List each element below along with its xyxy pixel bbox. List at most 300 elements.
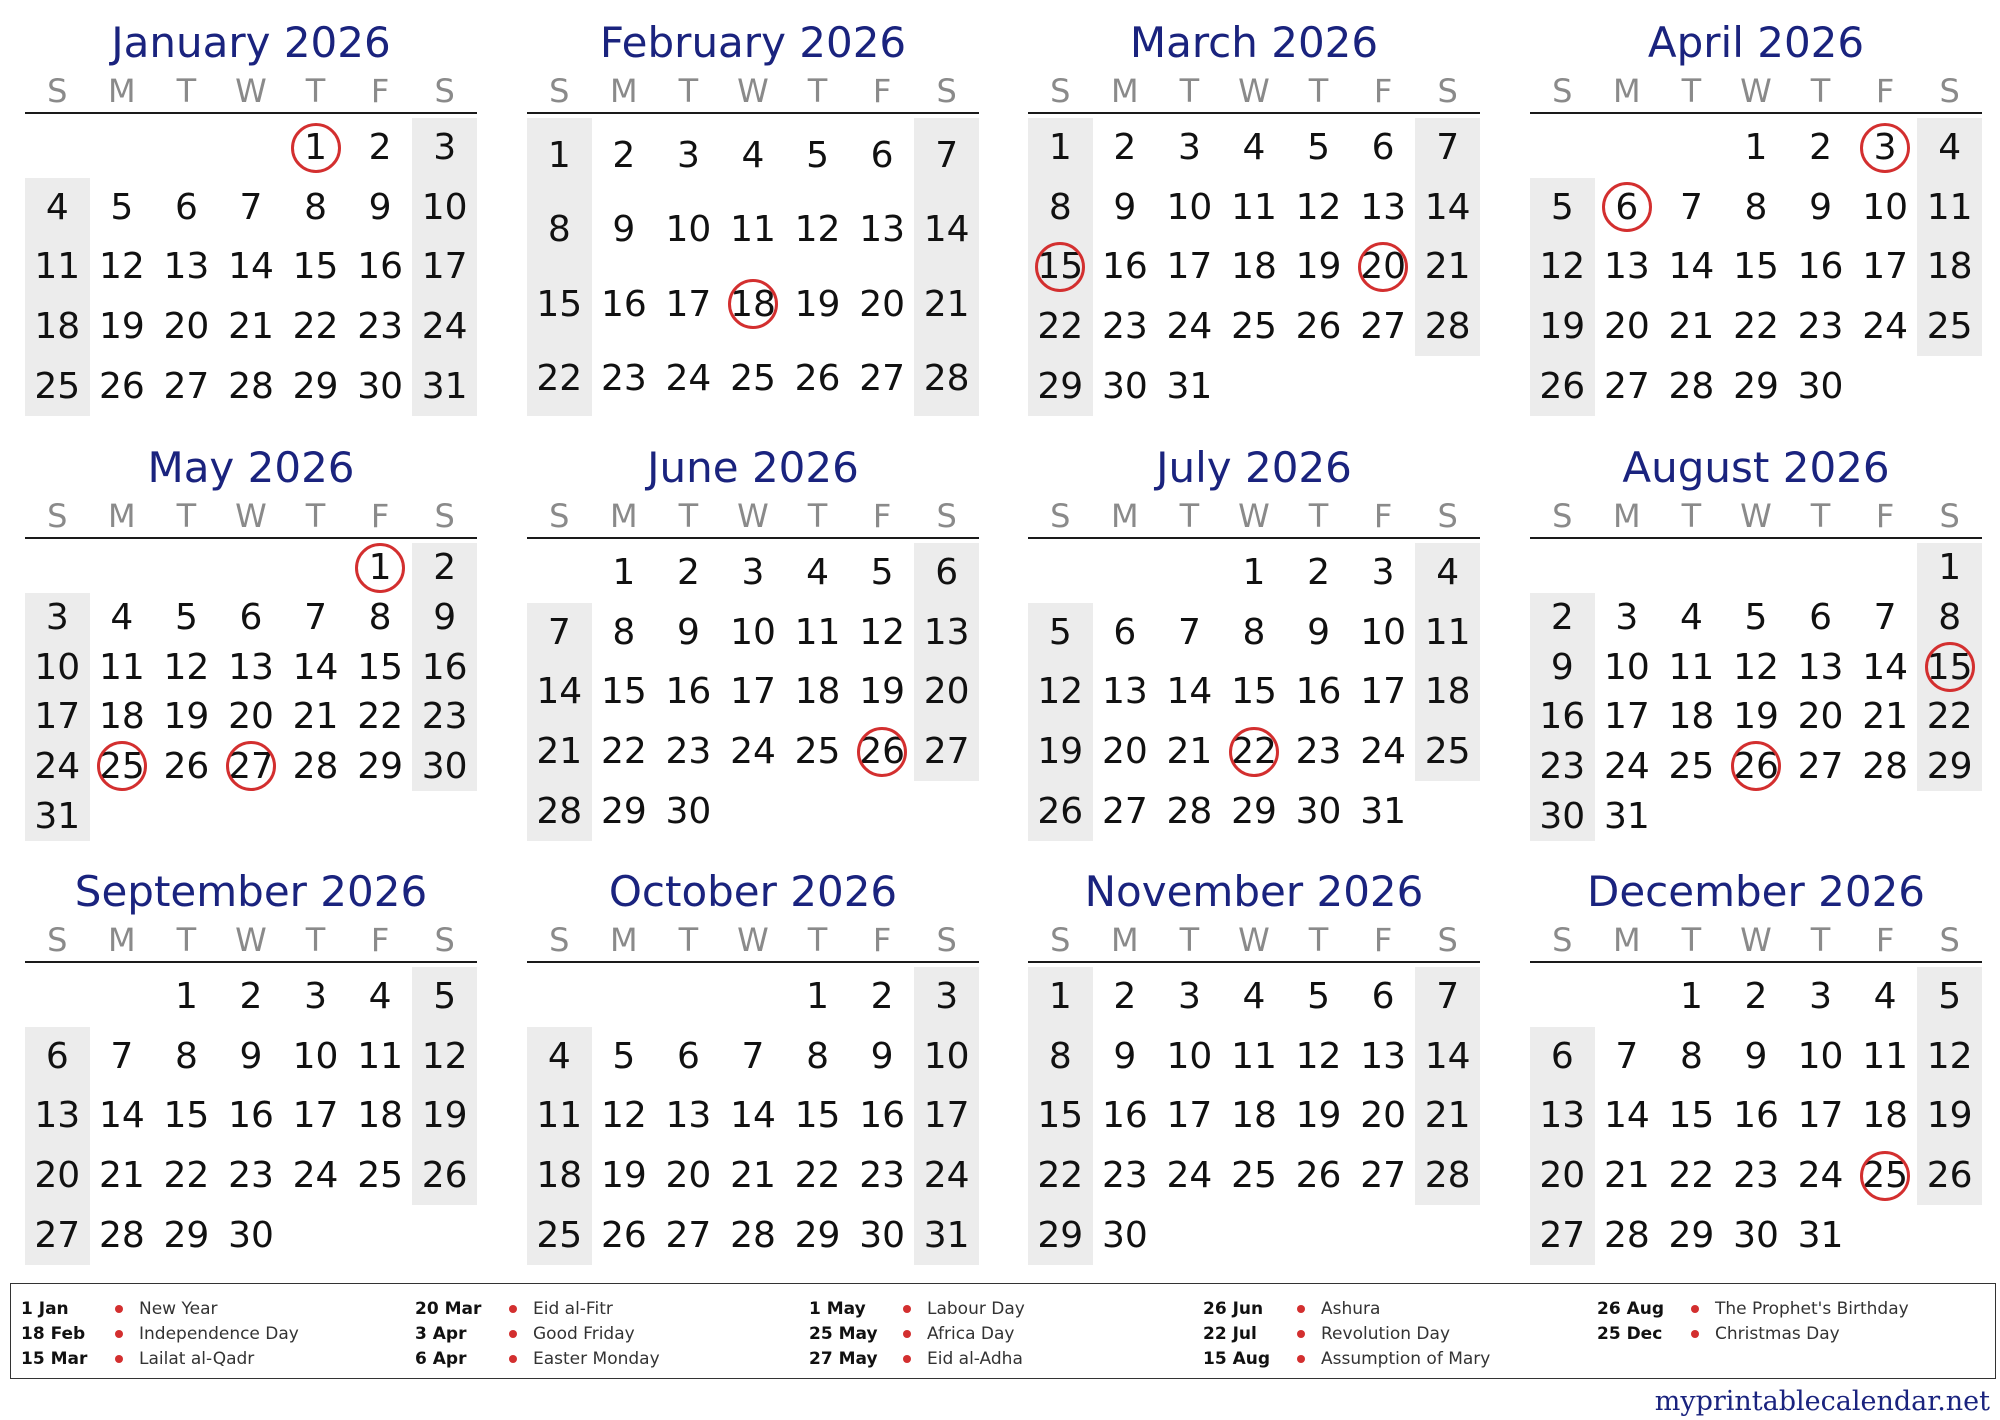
day-cell[interactable]: 8: [368, 596, 392, 638]
day-cell[interactable]: 5: [1048, 611, 1072, 653]
day-cell[interactable]: 31: [1797, 1214, 1844, 1256]
day-cell[interactable]: 10: [730, 611, 776, 653]
day-cell[interactable]: 23: [1101, 306, 1148, 348]
day-cell[interactable]: 31: [1603, 795, 1650, 837]
day-cell[interactable]: 29: [600, 790, 647, 832]
day-cell[interactable]: 30: [1539, 795, 1586, 837]
day-cell[interactable]: 9: [1113, 1035, 1137, 1077]
day-cell[interactable]: 27: [1539, 1214, 1586, 1256]
day-cell[interactable]: 5: [110, 186, 134, 228]
day-cell[interactable]: 1: [1048, 976, 1072, 1018]
day-cell[interactable]: 3: [304, 976, 327, 1018]
holiday-day[interactable]: 15: [1917, 642, 1982, 692]
day-cell[interactable]: 7: [1873, 596, 1897, 638]
day-cell[interactable]: 18: [1926, 246, 1973, 288]
day-cell[interactable]: 28: [1166, 790, 1213, 832]
day-cell[interactable]: 6: [1550, 1035, 1574, 1077]
day-cell[interactable]: 23: [228, 1155, 274, 1197]
day-cell[interactable]: 4: [1242, 976, 1266, 1018]
day-cell[interactable]: 5: [174, 596, 198, 638]
day-cell[interactable]: 9: [1809, 186, 1832, 228]
day-cell[interactable]: 12: [794, 209, 841, 251]
day-cell[interactable]: 20: [923, 671, 970, 713]
day-cell[interactable]: 24: [1360, 731, 1406, 773]
holiday-day[interactable]: 18: [721, 267, 786, 342]
holiday-day[interactable]: 25: [90, 742, 155, 792]
day-cell[interactable]: 14: [923, 209, 970, 251]
day-cell[interactable]: 1: [174, 976, 198, 1018]
day-cell[interactable]: 16: [1295, 671, 1342, 713]
day-cell[interactable]: 10: [1166, 186, 1213, 228]
day-cell[interactable]: 22: [794, 1155, 841, 1197]
day-cell[interactable]: 7: [239, 186, 263, 228]
day-cell[interactable]: 15: [536, 283, 583, 325]
day-cell[interactable]: 20: [1539, 1155, 1586, 1197]
day-cell[interactable]: 25: [536, 1214, 583, 1256]
day-cell[interactable]: 21: [1862, 696, 1908, 738]
day-cell[interactable]: 15: [163, 1095, 210, 1137]
day-cell[interactable]: 19: [1926, 1095, 1973, 1137]
day-cell[interactable]: 24: [34, 745, 81, 787]
day-cell[interactable]: 2: [1744, 976, 1768, 1018]
day-cell[interactable]: 16: [1733, 1095, 1779, 1137]
day-cell[interactable]: 26: [1539, 365, 1586, 407]
day-cell[interactable]: 31: [421, 365, 468, 407]
day-cell[interactable]: 17: [923, 1095, 970, 1137]
day-cell[interactable]: 20: [1797, 696, 1844, 738]
day-cell[interactable]: 11: [357, 1035, 403, 1077]
day-cell[interactable]: 17: [421, 246, 468, 288]
day-cell[interactable]: 7: [1615, 1035, 1639, 1077]
day-cell[interactable]: 5: [1307, 127, 1330, 169]
day-cell[interactable]: 14: [1424, 186, 1471, 228]
day-cell[interactable]: 18: [1424, 671, 1471, 713]
day-cell[interactable]: 20: [665, 1155, 712, 1197]
day-cell[interactable]: 9: [676, 611, 700, 653]
day-cell[interactable]: 27: [923, 731, 970, 773]
day-cell[interactable]: 2: [612, 134, 636, 176]
day-cell[interactable]: 3: [1809, 976, 1832, 1018]
day-cell[interactable]: 26: [163, 745, 210, 787]
day-cell[interactable]: 31: [1166, 365, 1213, 407]
day-cell[interactable]: 11: [730, 209, 776, 251]
day-cell[interactable]: 30: [1733, 1214, 1779, 1256]
day-cell[interactable]: 27: [1603, 365, 1650, 407]
day-cell[interactable]: 15: [1037, 1095, 1084, 1137]
day-cell[interactable]: 13: [665, 1095, 712, 1137]
day-cell[interactable]: 17: [1166, 246, 1213, 288]
day-cell[interactable]: 28: [1424, 1155, 1471, 1197]
day-cell[interactable]: 6: [676, 1035, 700, 1077]
day-cell[interactable]: 6: [1371, 127, 1395, 169]
day-cell[interactable]: 17: [1862, 246, 1908, 288]
day-cell[interactable]: 12: [1037, 671, 1084, 713]
day-cell[interactable]: 23: [665, 731, 712, 773]
day-cell[interactable]: 22: [1037, 306, 1084, 348]
day-cell[interactable]: 24: [665, 358, 712, 400]
day-cell[interactable]: 26: [1926, 1155, 1973, 1197]
day-cell[interactable]: 6: [1113, 611, 1137, 653]
day-cell[interactable]: 3: [935, 976, 959, 1018]
day-cell[interactable]: 19: [1539, 306, 1586, 348]
day-cell[interactable]: 29: [1037, 1214, 1084, 1256]
holiday-day[interactable]: 1: [348, 543, 413, 593]
holiday-day[interactable]: 22: [1222, 722, 1287, 782]
day-cell[interactable]: 29: [1231, 790, 1277, 832]
day-cell[interactable]: 26: [98, 365, 145, 407]
day-cell[interactable]: 3: [1177, 976, 1201, 1018]
day-cell[interactable]: 21: [228, 306, 274, 348]
day-cell[interactable]: 17: [730, 671, 776, 713]
day-cell[interactable]: 24: [421, 306, 468, 348]
day-cell[interactable]: 7: [1436, 976, 1460, 1018]
day-cell[interactable]: 8: [612, 611, 636, 653]
day-cell[interactable]: 6: [1809, 596, 1832, 638]
day-cell[interactable]: 30: [1101, 1214, 1148, 1256]
day-cell[interactable]: 16: [1797, 246, 1844, 288]
day-cell[interactable]: 30: [1295, 790, 1342, 832]
day-cell[interactable]: 25: [1424, 731, 1471, 773]
day-cell[interactable]: 5: [1550, 186, 1574, 228]
day-cell[interactable]: 27: [859, 358, 905, 400]
day-cell[interactable]: 2: [676, 552, 700, 594]
day-cell[interactable]: 13: [859, 209, 905, 251]
day-cell[interactable]: 17: [1360, 671, 1406, 713]
day-cell[interactable]: 4: [1873, 976, 1897, 1018]
day-cell[interactable]: 30: [1797, 365, 1844, 407]
day-cell[interactable]: 10: [665, 209, 712, 251]
day-cell[interactable]: 18: [1862, 1095, 1908, 1137]
day-cell[interactable]: 15: [1733, 246, 1779, 288]
day-cell[interactable]: 19: [98, 306, 145, 348]
day-cell[interactable]: 11: [34, 246, 81, 288]
day-cell[interactable]: 18: [34, 306, 81, 348]
day-cell[interactable]: 27: [1360, 306, 1406, 348]
holiday-day[interactable]: 15: [1028, 237, 1093, 297]
day-cell[interactable]: 26: [600, 1214, 647, 1256]
day-cell[interactable]: 12: [1926, 1035, 1973, 1077]
day-cell[interactable]: 5: [870, 552, 894, 594]
day-cell[interactable]: 3: [433, 127, 457, 169]
day-cell[interactable]: 15: [357, 646, 403, 688]
day-cell[interactable]: 4: [741, 134, 765, 176]
day-cell[interactable]: 8: [806, 1035, 829, 1077]
day-cell[interactable]: 14: [1424, 1035, 1471, 1077]
day-cell[interactable]: 28: [292, 745, 339, 787]
day-cell[interactable]: 21: [730, 1155, 776, 1197]
day-cell[interactable]: 11: [536, 1095, 583, 1137]
day-cell[interactable]: 14: [536, 671, 583, 713]
day-cell[interactable]: 29: [1668, 1214, 1715, 1256]
day-cell[interactable]: 22: [163, 1155, 210, 1197]
day-cell[interactable]: 26: [1295, 1155, 1342, 1197]
day-cell[interactable]: 15: [1668, 1095, 1715, 1137]
day-cell[interactable]: 27: [34, 1214, 81, 1256]
day-cell[interactable]: 8: [1048, 186, 1072, 228]
day-cell[interactable]: 10: [1166, 1035, 1213, 1077]
day-cell[interactable]: 22: [536, 358, 583, 400]
day-cell[interactable]: 25: [730, 358, 776, 400]
day-cell[interactable]: 12: [1733, 646, 1779, 688]
day-cell[interactable]: 7: [110, 1035, 134, 1077]
day-cell[interactable]: 4: [806, 552, 829, 594]
day-cell[interactable]: 8: [1744, 186, 1768, 228]
day-cell[interactable]: 19: [794, 283, 841, 325]
day-cell[interactable]: 28: [536, 790, 583, 832]
day-cell[interactable]: 13: [228, 646, 274, 688]
day-cell[interactable]: 20: [1101, 731, 1148, 773]
day-cell[interactable]: 19: [859, 671, 905, 713]
day-cell[interactable]: 17: [34, 696, 81, 738]
day-cell[interactable]: 23: [600, 358, 647, 400]
day-cell[interactable]: 10: [34, 646, 81, 688]
holiday-day[interactable]: 6: [1595, 178, 1660, 238]
day-cell[interactable]: 26: [421, 1155, 468, 1197]
day-cell[interactable]: 20: [859, 283, 905, 325]
day-cell[interactable]: 8: [1938, 596, 1962, 638]
day-cell[interactable]: 13: [1360, 1035, 1406, 1077]
day-cell[interactable]: 10: [1862, 186, 1908, 228]
day-cell[interactable]: 14: [292, 646, 339, 688]
day-cell[interactable]: 11: [1231, 186, 1277, 228]
day-cell[interactable]: 23: [357, 306, 403, 348]
site-footer[interactable]: myprintablecalendar.net: [1654, 1386, 1990, 1417]
day-cell[interactable]: 2: [1307, 552, 1330, 594]
day-cell[interactable]: 12: [98, 246, 145, 288]
day-cell[interactable]: 8: [1048, 1035, 1072, 1077]
day-cell[interactable]: 12: [1295, 186, 1342, 228]
day-cell[interactable]: 14: [1603, 1095, 1650, 1137]
day-cell[interactable]: 17: [292, 1095, 339, 1137]
day-cell[interactable]: 2: [1550, 596, 1574, 638]
day-cell[interactable]: 22: [1668, 1155, 1715, 1197]
day-cell[interactable]: 13: [1101, 671, 1148, 713]
day-cell[interactable]: 21: [536, 731, 583, 773]
day-cell[interactable]: 20: [228, 696, 274, 738]
day-cell[interactable]: 6: [239, 596, 263, 638]
day-cell[interactable]: 4: [1679, 596, 1703, 638]
day-cell[interactable]: 8: [304, 186, 327, 228]
day-cell[interactable]: 11: [1668, 646, 1715, 688]
day-cell[interactable]: 20: [1603, 306, 1650, 348]
day-cell[interactable]: 2: [433, 547, 457, 589]
day-cell[interactable]: 10: [1360, 611, 1406, 653]
day-cell[interactable]: 2: [870, 976, 894, 1018]
day-cell[interactable]: 31: [1360, 790, 1406, 832]
day-cell[interactable]: 23: [1733, 1155, 1779, 1197]
day-cell[interactable]: 25: [1231, 1155, 1277, 1197]
day-cell[interactable]: 29: [1926, 745, 1973, 787]
day-cell[interactable]: 29: [357, 745, 403, 787]
day-cell[interactable]: 4: [45, 186, 69, 228]
day-cell[interactable]: 3: [1615, 596, 1639, 638]
day-cell[interactable]: 1: [1938, 547, 1962, 589]
day-cell[interactable]: 14: [730, 1095, 776, 1137]
day-cell[interactable]: 21: [1424, 1095, 1471, 1137]
day-cell[interactable]: 12: [1295, 1035, 1342, 1077]
holiday-day[interactable]: 26: [850, 722, 915, 782]
day-cell[interactable]: 24: [923, 1155, 970, 1197]
holiday-day[interactable]: 3: [1853, 118, 1918, 178]
day-cell[interactable]: 15: [794, 1095, 841, 1137]
day-cell[interactable]: 24: [292, 1155, 339, 1197]
day-cell[interactable]: 24: [1166, 306, 1213, 348]
day-cell[interactable]: 26: [1037, 790, 1084, 832]
day-cell[interactable]: 3: [45, 596, 69, 638]
day-cell[interactable]: 21: [1166, 731, 1213, 773]
day-cell[interactable]: 12: [859, 611, 905, 653]
day-cell[interactable]: 8: [547, 209, 571, 251]
holiday-day[interactable]: 25: [1853, 1146, 1918, 1206]
day-cell[interactable]: 30: [1101, 365, 1148, 407]
day-cell[interactable]: 16: [665, 671, 712, 713]
day-cell[interactable]: 2: [1113, 127, 1137, 169]
day-cell[interactable]: 5: [1744, 596, 1768, 638]
day-cell[interactable]: 28: [1424, 306, 1471, 348]
day-cell[interactable]: 30: [228, 1214, 274, 1256]
day-cell[interactable]: 12: [600, 1095, 647, 1137]
day-cell[interactable]: 3: [1371, 552, 1395, 594]
day-cell[interactable]: 26: [794, 358, 841, 400]
day-cell[interactable]: 5: [806, 134, 829, 176]
day-cell[interactable]: 19: [1037, 731, 1084, 773]
day-cell[interactable]: 15: [1231, 671, 1277, 713]
day-cell[interactable]: 29: [163, 1214, 210, 1256]
day-cell[interactable]: 23: [859, 1155, 905, 1197]
day-cell[interactable]: 10: [1797, 1035, 1844, 1077]
day-cell[interactable]: 5: [433, 976, 457, 1018]
day-cell[interactable]: 23: [1797, 306, 1844, 348]
day-cell[interactable]: 14: [1862, 646, 1908, 688]
day-cell[interactable]: 5: [1307, 976, 1330, 1018]
day-cell[interactable]: 30: [665, 790, 712, 832]
day-cell[interactable]: 28: [98, 1214, 145, 1256]
day-cell[interactable]: 11: [1231, 1035, 1277, 1077]
day-cell[interactable]: 24: [1797, 1155, 1844, 1197]
day-cell[interactable]: 6: [870, 134, 894, 176]
day-cell[interactable]: 1: [1679, 976, 1703, 1018]
day-cell[interactable]: 28: [228, 365, 274, 407]
day-cell[interactable]: 18: [357, 1095, 403, 1137]
day-cell[interactable]: 10: [1603, 646, 1650, 688]
day-cell[interactable]: 11: [1926, 186, 1973, 228]
day-cell[interactable]: 8: [1242, 611, 1266, 653]
day-cell[interactable]: 9: [612, 209, 636, 251]
day-cell[interactable]: 14: [1166, 671, 1213, 713]
day-cell[interactable]: 8: [1679, 1035, 1703, 1077]
day-cell[interactable]: 2: [1809, 127, 1832, 169]
day-cell[interactable]: 4: [1242, 127, 1266, 169]
day-cell[interactable]: 10: [923, 1035, 970, 1077]
day-cell[interactable]: 15: [292, 246, 339, 288]
day-cell[interactable]: 18: [536, 1155, 583, 1197]
day-cell[interactable]: 9: [239, 1035, 263, 1077]
day-cell[interactable]: 13: [1539, 1095, 1586, 1137]
day-cell[interactable]: 16: [859, 1095, 905, 1137]
day-cell[interactable]: 12: [421, 1035, 468, 1077]
day-cell[interactable]: 30: [357, 365, 403, 407]
day-cell[interactable]: 16: [600, 283, 647, 325]
day-cell[interactable]: 4: [547, 1035, 571, 1077]
day-cell[interactable]: 25: [34, 365, 81, 407]
day-cell[interactable]: 16: [1101, 1095, 1148, 1137]
day-cell[interactable]: 8: [174, 1035, 198, 1077]
day-cell[interactable]: 30: [859, 1214, 905, 1256]
day-cell[interactable]: 9: [368, 186, 392, 228]
day-cell[interactable]: 21: [98, 1155, 145, 1197]
day-cell[interactable]: 9: [1550, 646, 1574, 688]
day-cell[interactable]: 24: [730, 731, 776, 773]
day-cell[interactable]: 27: [1101, 790, 1148, 832]
day-cell[interactable]: 24: [1166, 1155, 1213, 1197]
day-cell[interactable]: 7: [741, 1035, 765, 1077]
day-cell[interactable]: 6: [174, 186, 198, 228]
day-cell[interactable]: 7: [1436, 127, 1460, 169]
day-cell[interactable]: 3: [1177, 127, 1201, 169]
day-cell[interactable]: 2: [239, 976, 263, 1018]
day-cell[interactable]: 29: [794, 1214, 841, 1256]
day-cell[interactable]: 21: [1668, 306, 1715, 348]
day-cell[interactable]: 29: [292, 365, 339, 407]
day-cell[interactable]: 3: [676, 134, 700, 176]
day-cell[interactable]: 22: [357, 696, 403, 738]
holiday-day[interactable]: 20: [1351, 237, 1416, 297]
day-cell[interactable]: 16: [228, 1095, 274, 1137]
day-cell[interactable]: 25: [1231, 306, 1277, 348]
day-cell[interactable]: 1: [1048, 127, 1072, 169]
day-cell[interactable]: 31: [923, 1214, 970, 1256]
day-cell[interactable]: 7: [1679, 186, 1703, 228]
day-cell[interactable]: 28: [730, 1214, 776, 1256]
day-cell[interactable]: 4: [110, 596, 134, 638]
holiday-day[interactable]: 26: [1724, 742, 1789, 792]
day-cell[interactable]: 23: [1295, 731, 1342, 773]
day-cell[interactable]: 9: [1744, 1035, 1768, 1077]
day-cell[interactable]: 1: [1744, 127, 1768, 169]
day-cell[interactable]: 14: [228, 246, 274, 288]
holiday-day[interactable]: 27: [219, 742, 284, 792]
day-cell[interactable]: 19: [163, 696, 210, 738]
day-cell[interactable]: 7: [547, 611, 571, 653]
day-cell[interactable]: 22: [600, 731, 647, 773]
day-cell[interactable]: 27: [665, 1214, 712, 1256]
day-cell[interactable]: 11: [1862, 1035, 1908, 1077]
day-cell[interactable]: 9: [1113, 186, 1137, 228]
day-cell[interactable]: 7: [935, 134, 959, 176]
day-cell[interactable]: 23: [421, 696, 468, 738]
day-cell[interactable]: 31: [34, 795, 81, 837]
day-cell[interactable]: 25: [1668, 745, 1715, 787]
day-cell[interactable]: 14: [98, 1095, 145, 1137]
day-cell[interactable]: 16: [421, 646, 468, 688]
day-cell[interactable]: 17: [1166, 1095, 1213, 1137]
day-cell[interactable]: 7: [304, 596, 327, 638]
day-cell[interactable]: 22: [1926, 696, 1973, 738]
day-cell[interactable]: 17: [1603, 696, 1650, 738]
day-cell[interactable]: 14: [1668, 246, 1715, 288]
day-cell[interactable]: 20: [163, 306, 210, 348]
day-cell[interactable]: 15: [600, 671, 647, 713]
day-cell[interactable]: 20: [34, 1155, 81, 1197]
day-cell[interactable]: 5: [1938, 976, 1962, 1018]
day-cell[interactable]: 21: [1424, 246, 1471, 288]
day-cell[interactable]: 25: [794, 731, 841, 773]
day-cell[interactable]: 22: [292, 306, 339, 348]
day-cell[interactable]: 1: [547, 134, 571, 176]
day-cell[interactable]: 6: [45, 1035, 69, 1077]
day-cell[interactable]: 28: [1603, 1214, 1650, 1256]
day-cell[interactable]: 28: [1668, 365, 1715, 407]
